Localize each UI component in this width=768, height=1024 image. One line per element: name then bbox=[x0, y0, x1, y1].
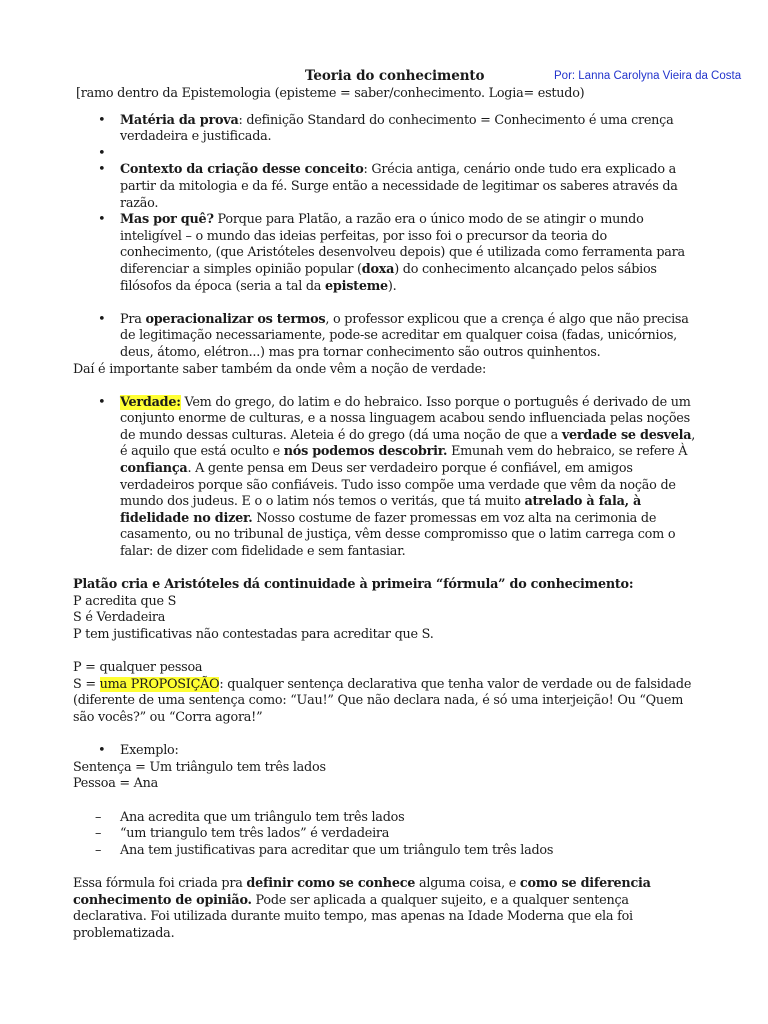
bullet-operacionalizar: • Pra operacionalizar os termos, o professor explicou que a crença é algo que não precisa de legitimação necessariamente, pode-se acreditar em qualquer coisa (fadas, unicórnios, deus, átomo, elétron...) mas pra tornar conhecimento são outros quinhentos. bbox=[73, 312, 698, 362]
definition-s: S = uma PROPOSIÇÃO: qualquer sentença declarativa que tenha valor de verdade ou de falsidade (diferente de uma sentença como: “Uau!” Que não declara nada, é só uma interjeição! Ou “Quem são vocês?” ou “Corra agora!” bbox=[73, 676, 692, 725]
bullet-list-exemplo bbox=[73, 743, 698, 760]
dash-item: – Ana tem justificativas para acreditar que um triângulo tem três lados bbox=[73, 843, 698, 860]
bullet-verdade: • Verdade: Vem do grego, do latim e do hebraico. Isso porque o português é derivado de um conjunto enorme de culturas, e a nossa linguagem acabou sendo influenciada pelas noções de mundo dessas culturas. Aleteia é do grego (dá uma noção de que a verdade se desvela, é aquilo que está oculto e nós podemos descobrir. Emunah vem do hebraico, se refere À confiança. A gente pensa em Deus ser verdadeiro porque é confiável, em amigos verdadeiros porque são confiáveis. Tudo isso compõe uma verdade que vêm da noção de mundo dos judeus. E o o latim nós temos o veritás, que tá muito atrelado à fala, à fidelidade no dizer. Nosso costume de fazer promessas em voz alta na cerimonia de casamento, ou no tribunal de justiça, vêm desse compromisso que o latim carrega com o falar: de dizer com fidelidade e sem fantasiar. bbox=[73, 395, 698, 561]
formula-heading: Platão cria e Aristóteles dá continuidade à primeira “fórmula” do conhecimento: bbox=[73, 577, 634, 593]
dash-item: – Ana acredita que um triângulo tem três lados bbox=[73, 810, 698, 827]
author-credit: Por: Lanna Carolyna Vieira da Costa bbox=[554, 70, 742, 82]
formula-line-2: S é Verdadeira bbox=[73, 610, 166, 626]
bullet-materia-da-prova: • Matéria da prova: definição Standard do conhecimento = Conhecimento é uma crença verdadeira e justificada. bbox=[73, 113, 698, 146]
definition-p: P = qualquer pessoa bbox=[73, 660, 203, 676]
intro-line: [ramo dentro da Epistemologia (episteme = saber/conhecimento. Logia= estudo) bbox=[76, 86, 585, 101]
bullet-list-main bbox=[73, 113, 698, 163]
formula-line-3: P tem justificativas não contestadas para acreditar que S. bbox=[73, 627, 434, 642]
paragraph-dai: Daí é importante saber também da onde vêm a noção de verdade: bbox=[73, 361, 487, 377]
closing-paragraph: Essa fórmula foi criada pra definir como se conhece alguma coisa, e como se diferencia conhecimento de opinião. Pode ser aplicada a qualquer sujeito, e a qualquer sentença declarativa. Foi utilizada durante muito tempo, mas apenas na Idade Moderna que ela foi problematizada. bbox=[73, 875, 651, 941]
document-body bbox=[73, 86, 698, 942]
highlight-verdade: Verdade: bbox=[120, 394, 181, 410]
bullet-mas-por-que: • Mas por quê? Porque para Platão, a razão era o único modo de se atingir o mundo inteligível – o mundo das ideias perfeitas, por isso foi o precursor da teoria do conhecimento, (que Aristóteles desenvolveu depois) que é utilizada como ferramenta para diferenciar a simples opinião popular (doxa) do conhecimento alcançado pelos sábios filósofos da época (seria a tal da episteme). bbox=[73, 212, 698, 295]
example-person: Pessoa = Ana bbox=[73, 776, 159, 792]
dash-list-example bbox=[73, 810, 698, 860]
bullet-exemplo: • Exemplo: bbox=[73, 743, 698, 760]
document-title: Teoria do conhecimento bbox=[305, 68, 485, 84]
highlight-proposicao: uma PROPOSIÇÃO bbox=[99, 676, 220, 692]
bullet-list-operacionalizar bbox=[73, 312, 698, 362]
formula-line-1: P acredita que S bbox=[73, 593, 177, 609]
example-sentence: Sentença = Um triângulo tem três lados bbox=[73, 759, 326, 775]
bullet-list-context bbox=[73, 162, 698, 295]
bullet-list-verdade bbox=[73, 395, 698, 561]
dash-item: – “um triangulo tem três lados” é verdadeira bbox=[73, 826, 698, 843]
bullet-contexto: • Contexto da criação desse conceito: Grécia antiga, cenário onde tudo era explicado a partir da mitologia e da fé. Surge então a necessidade de legitimar os saberes através da razão. bbox=[73, 162, 698, 212]
